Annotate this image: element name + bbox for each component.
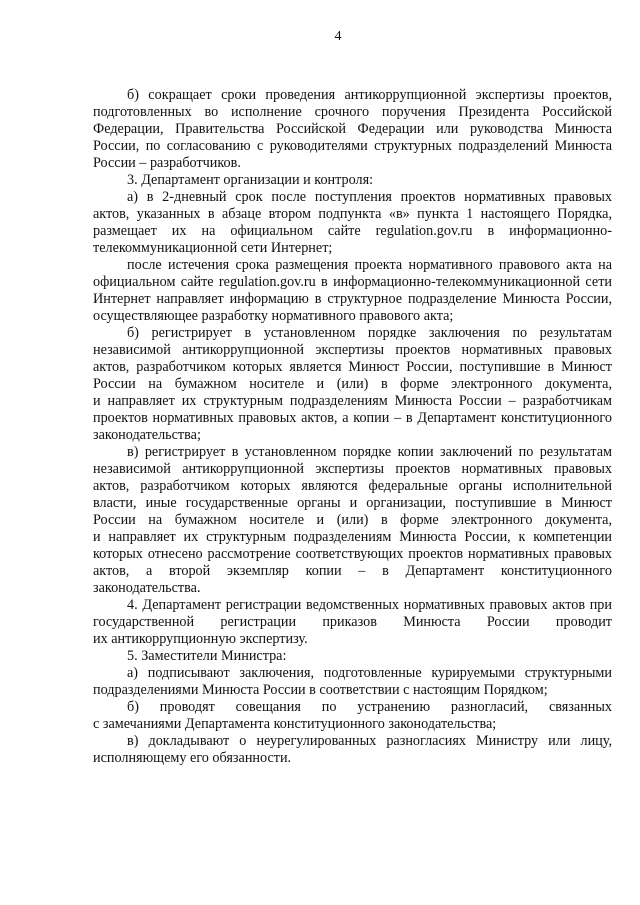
text-line: законодательства; [93, 427, 201, 443]
paragraph [93, 325, 612, 444]
paragraph [93, 257, 612, 325]
paragraph [93, 189, 612, 257]
document-body [93, 87, 612, 767]
text-line: актов, разработчиком которых является Минюст России, поступившие в Минюст [93, 359, 612, 375]
text-line: 3. Департамент организации и контроля: [127, 172, 374, 188]
paragraph [93, 665, 612, 699]
paragraph [93, 648, 612, 665]
paragraph [93, 597, 612, 648]
paragraph [93, 444, 612, 597]
paragraph [93, 733, 612, 767]
text-line: б) сокращает сроки проведения антикоррупционной экспертизы проектов, [127, 87, 612, 103]
text-line: б) регистрирует в установленном порядке заключения по результатам [127, 325, 612, 341]
text-line: осуществляющее разработку нормативного правового акта; [93, 308, 454, 324]
text-line: государственной регистрации приказов Минюста России проводит [93, 614, 612, 630]
text-line: а) в 2-дневный срок после поступления проектов нормативных правовых [127, 189, 612, 205]
page-number: 4 [334, 29, 342, 44]
text-line: актов, а второй экземпляр копии – в Департамент конституционного [93, 563, 612, 579]
text-line: которых отнесено рассмотрение соответствующих проектов нормативных правовых [93, 546, 612, 562]
paragraph [93, 172, 612, 189]
paragraph [93, 87, 612, 172]
text-line: Интернет направляет информацию в структурное подразделение Минюста России, [93, 291, 612, 307]
text-line: проектов нормативных правовых актов, а копии – в Департамент конституционного [93, 410, 612, 426]
text-line: России на бумажном носителе и (или) в форме электронного документа, [93, 512, 612, 528]
text-line: и направляет их структурным подразделениям Минюста России, к компетенции [93, 529, 612, 545]
text-line: актов, указанных в абзаце втором подпункта «в» пункта 1 настоящего Порядка, [93, 206, 612, 222]
text-line: с замечаниями Департамента конституционного законодательства; [93, 716, 497, 732]
text-line: актов, разработчиком которых являются федеральные органы исполнительной [93, 478, 612, 494]
text-line: после истечения срока размещения проекта нормативного правового акта на [127, 257, 612, 273]
text-line: власти, иные государственные органы и организации, поступившие в Минюст [93, 495, 612, 511]
text-line: независимой антикоррупционной экспертизы проектов нормативных правовых [93, 461, 612, 477]
text-line: России – разработчиков. [93, 155, 241, 171]
text-line: подготовленных во исполнение срочного поручения Президента Российской [93, 104, 612, 120]
text-line: законодательства. [93, 580, 201, 596]
text-line: независимой антикоррупционной экспертизы проектов нормативных правовых [93, 342, 612, 358]
text-line: размещает их на официальном сайте regulation.gov.ru в информационно- [93, 223, 612, 239]
text-line: в) регистрирует в установленном порядке копии заключений по результатам [127, 444, 612, 460]
text-line: исполняющему его обязанности. [93, 750, 292, 766]
text-line: 5. Заместители Министра: [127, 648, 287, 664]
text-line: Федерации, Правительства Российской Федерации или руководства Минюста [93, 121, 612, 137]
text-line: России, по согласованию с руководителями структурных подразделений Минюста [93, 138, 612, 154]
text-line: телекоммуникационной сети Интернет; [93, 240, 333, 256]
text-line: в) докладывают о неурегулированных разногласиях Министру или лицу, [127, 733, 612, 749]
text-line: 4. Департамент регистрации ведомственных нормативных правовых актов при [127, 597, 612, 613]
paragraph [93, 699, 612, 733]
text-line: официальном сайте regulation.gov.ru в информационно-телекоммуникационной сети [93, 274, 612, 290]
text-line: и направляет их структурным подразделениям Минюста России – разработчикам [93, 393, 612, 409]
text-line: их антикоррупционную экспертизу. [93, 631, 308, 647]
text-line: России на бумажном носителе и (или) в форме электронного документа, [93, 376, 612, 392]
text-line: подразделениями Минюста России в соответствии с настоящим Порядком; [93, 682, 548, 698]
text-line: б) проводят совещания по устранению разногласий, связанных [127, 699, 612, 715]
text-line: а) подписывают заключения, подготовленные курируемыми структурными [127, 665, 612, 681]
